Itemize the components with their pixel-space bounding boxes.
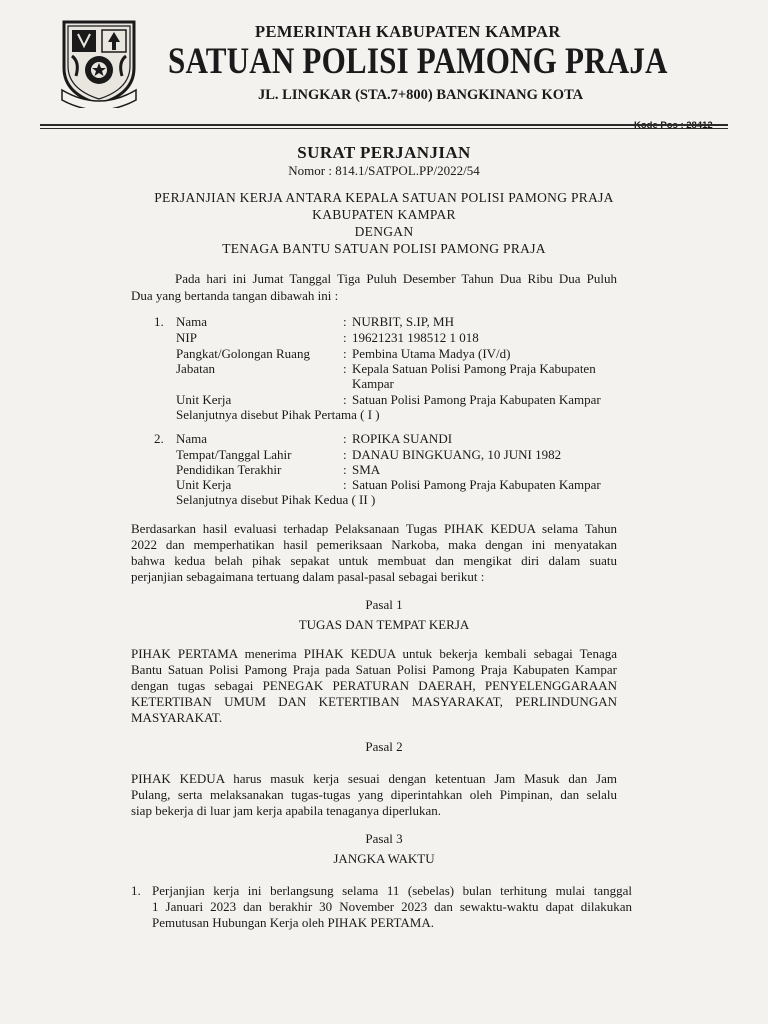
party2-label: Tempat/Tanggal Lahir — [176, 447, 292, 462]
party1-value: Kepala Satuan Polisi Pamong Praja Kabupaten — [352, 361, 596, 376]
party2-designation: Selanjutnya disebut Pihak Kedua ( II ) — [176, 492, 376, 507]
pasal1-line: Bantu Satuan Polisi Pamong Praja pada Satuan Polisi Pamong Praja Kabupaten Kampar — [131, 662, 617, 677]
party1-number: 1. — [154, 314, 164, 329]
pasal1-line: PIHAK PERTAMA menerima PIHAK KEDUA untuk bekerja kembali sebagai Tenaga — [131, 646, 617, 661]
preamble-line: perjanjian sebagaimana tertuang dalam pasal-pasal sebagai berikut : — [131, 569, 485, 584]
preamble-line: 2022 dan memperhatikan hasil pemeriksaan Narkoba, maka dengan ini menyatakan — [131, 537, 617, 552]
party1-label: Pangkat/Golongan Ruang — [176, 346, 310, 361]
party1-value-cont: Kampar — [352, 376, 394, 391]
pasal2-heading: Pasal 2 — [365, 739, 403, 754]
header-rule-thin — [40, 128, 728, 129]
party1-value: Pembina Utama Madya (IV/d) — [352, 346, 511, 361]
document-number: Nomor : 814.1/SATPOL.PP/2022/54 — [288, 163, 480, 178]
colon: : — [343, 431, 347, 446]
preamble-line: Berdasarkan hasil evaluasi terhadap Pelaksanaan Tugas PIHAK KEDUA selama Tahun — [131, 521, 617, 536]
party2-value: SMA — [352, 462, 381, 477]
address-line: JL. LINGKAR (STA.7+800) BANGKINANG KOTA — [258, 87, 584, 103]
preamble-line: bahwa kedua belah pihak sepakat untuk membuat dan mengikat diri dalam suatu — [131, 553, 617, 568]
party2-value: Satuan Polisi Pamong Praja Kabupaten Kampar — [352, 477, 601, 492]
opening-line: Pada hari ini Jumat Tanggal Tiga Puluh Desember Tahun Dua Ribu Dua Puluh — [175, 271, 617, 286]
subject-line: KABUPATEN KAMPAR — [312, 207, 456, 222]
party1-label: Unit Kerja — [176, 392, 232, 407]
party1-label: Nama — [176, 314, 208, 329]
party2-label: Pendidikan Terakhir — [176, 462, 282, 477]
pasal3-title: JANGKA WAKTU — [333, 851, 435, 866]
colon: : — [343, 361, 347, 376]
party1-value: NURBIT, S.IP, MH — [352, 314, 454, 329]
pasal2-line: PIHAK KEDUA harus masuk kerja sesuai dengan ketentuan Jam Masuk dan Jam — [131, 771, 617, 786]
pasal3-item-number: 1. — [131, 883, 141, 898]
party1-value: 19621231 198512 1 018 — [352, 330, 479, 345]
kampar-regency-emblem-icon — [58, 16, 140, 108]
opening-line: Dua yang bertanda tangan dibawah ini : — [131, 288, 339, 303]
government-heading: PEMERINTAH KABUPATEN KAMPAR — [255, 22, 561, 41]
colon: : — [343, 314, 347, 329]
party2-label: Unit Kerja — [176, 477, 232, 492]
pasal1-title: TUGAS DAN TEMPAT KERJA — [298, 617, 470, 632]
party2-number: 2. — [154, 431, 164, 446]
pasal2-line: siap bekerja di luar jam kerja apabila tenaganya diperlukan. — [131, 803, 442, 818]
agency-heading: SATUAN POLISI PAMONG PRAJA — [168, 41, 668, 82]
party1-designation: Selanjutnya disebut Pihak Pertama ( I ) — [176, 407, 380, 422]
pasal1-heading: Pasal 1 — [365, 597, 403, 612]
party2-value: ROPIKA SUANDI — [352, 431, 453, 446]
colon: : — [343, 477, 347, 492]
pasal1-line: KETERTIBAN UMUM DAN KETERTIBAN MASYARAKAT, PERLINDUNGAN — [131, 694, 617, 709]
party2-label: Nama — [176, 431, 208, 446]
pasal1-line: MASYARAKAT. — [131, 710, 223, 725]
party1-label: Jabatan — [176, 361, 215, 376]
subject-line: PERJANJIAN KERJA ANTARA KEPALA SATUAN POLISI PAMONG PRAJA — [154, 190, 614, 205]
subject-line: TENAGA BANTU SATUAN POLISI PAMONG PRAJA — [222, 241, 546, 256]
pasal3-line: 1 Januari 2023 dan berakhir 30 November 2023 dan sewaktu-waktu dapat dilakukan — [152, 899, 632, 914]
party2-value: DANAU BINGKUANG, 10 JUNI 1982 — [352, 447, 562, 462]
colon: : — [343, 462, 347, 477]
document-title: SURAT PERJANJIAN — [297, 143, 471, 162]
pasal1-line: dengan tugas sebagai PENEGAK PERATURAN DAERAH, PENYELENGGARAAN — [131, 678, 617, 693]
colon: : — [343, 447, 347, 462]
pasal2-line: Pulang, serta melaksanakan tugas-tugas yang diperintahkan oleh Pimpinan, dan selalu — [131, 787, 617, 802]
colon: : — [343, 346, 347, 361]
party1-value: Satuan Polisi Pamong Praja Kabupaten Kampar — [352, 392, 601, 407]
subject-line: DENGAN — [354, 224, 414, 239]
header-rule-thick — [40, 124, 728, 126]
party1-label: NIP — [176, 330, 197, 345]
pasal3-heading: Pasal 3 — [365, 831, 403, 846]
pasal3-line: Perjanjian kerja ini berlangsung selama 11 (sebelas) bulan terhitung mulai tanggal — [152, 883, 632, 898]
colon: : — [343, 392, 347, 407]
pasal3-line: Pemutusan Hubungan Kerja oleh PIHAK PERTAMA. — [152, 915, 434, 930]
colon: : — [343, 330, 347, 345]
